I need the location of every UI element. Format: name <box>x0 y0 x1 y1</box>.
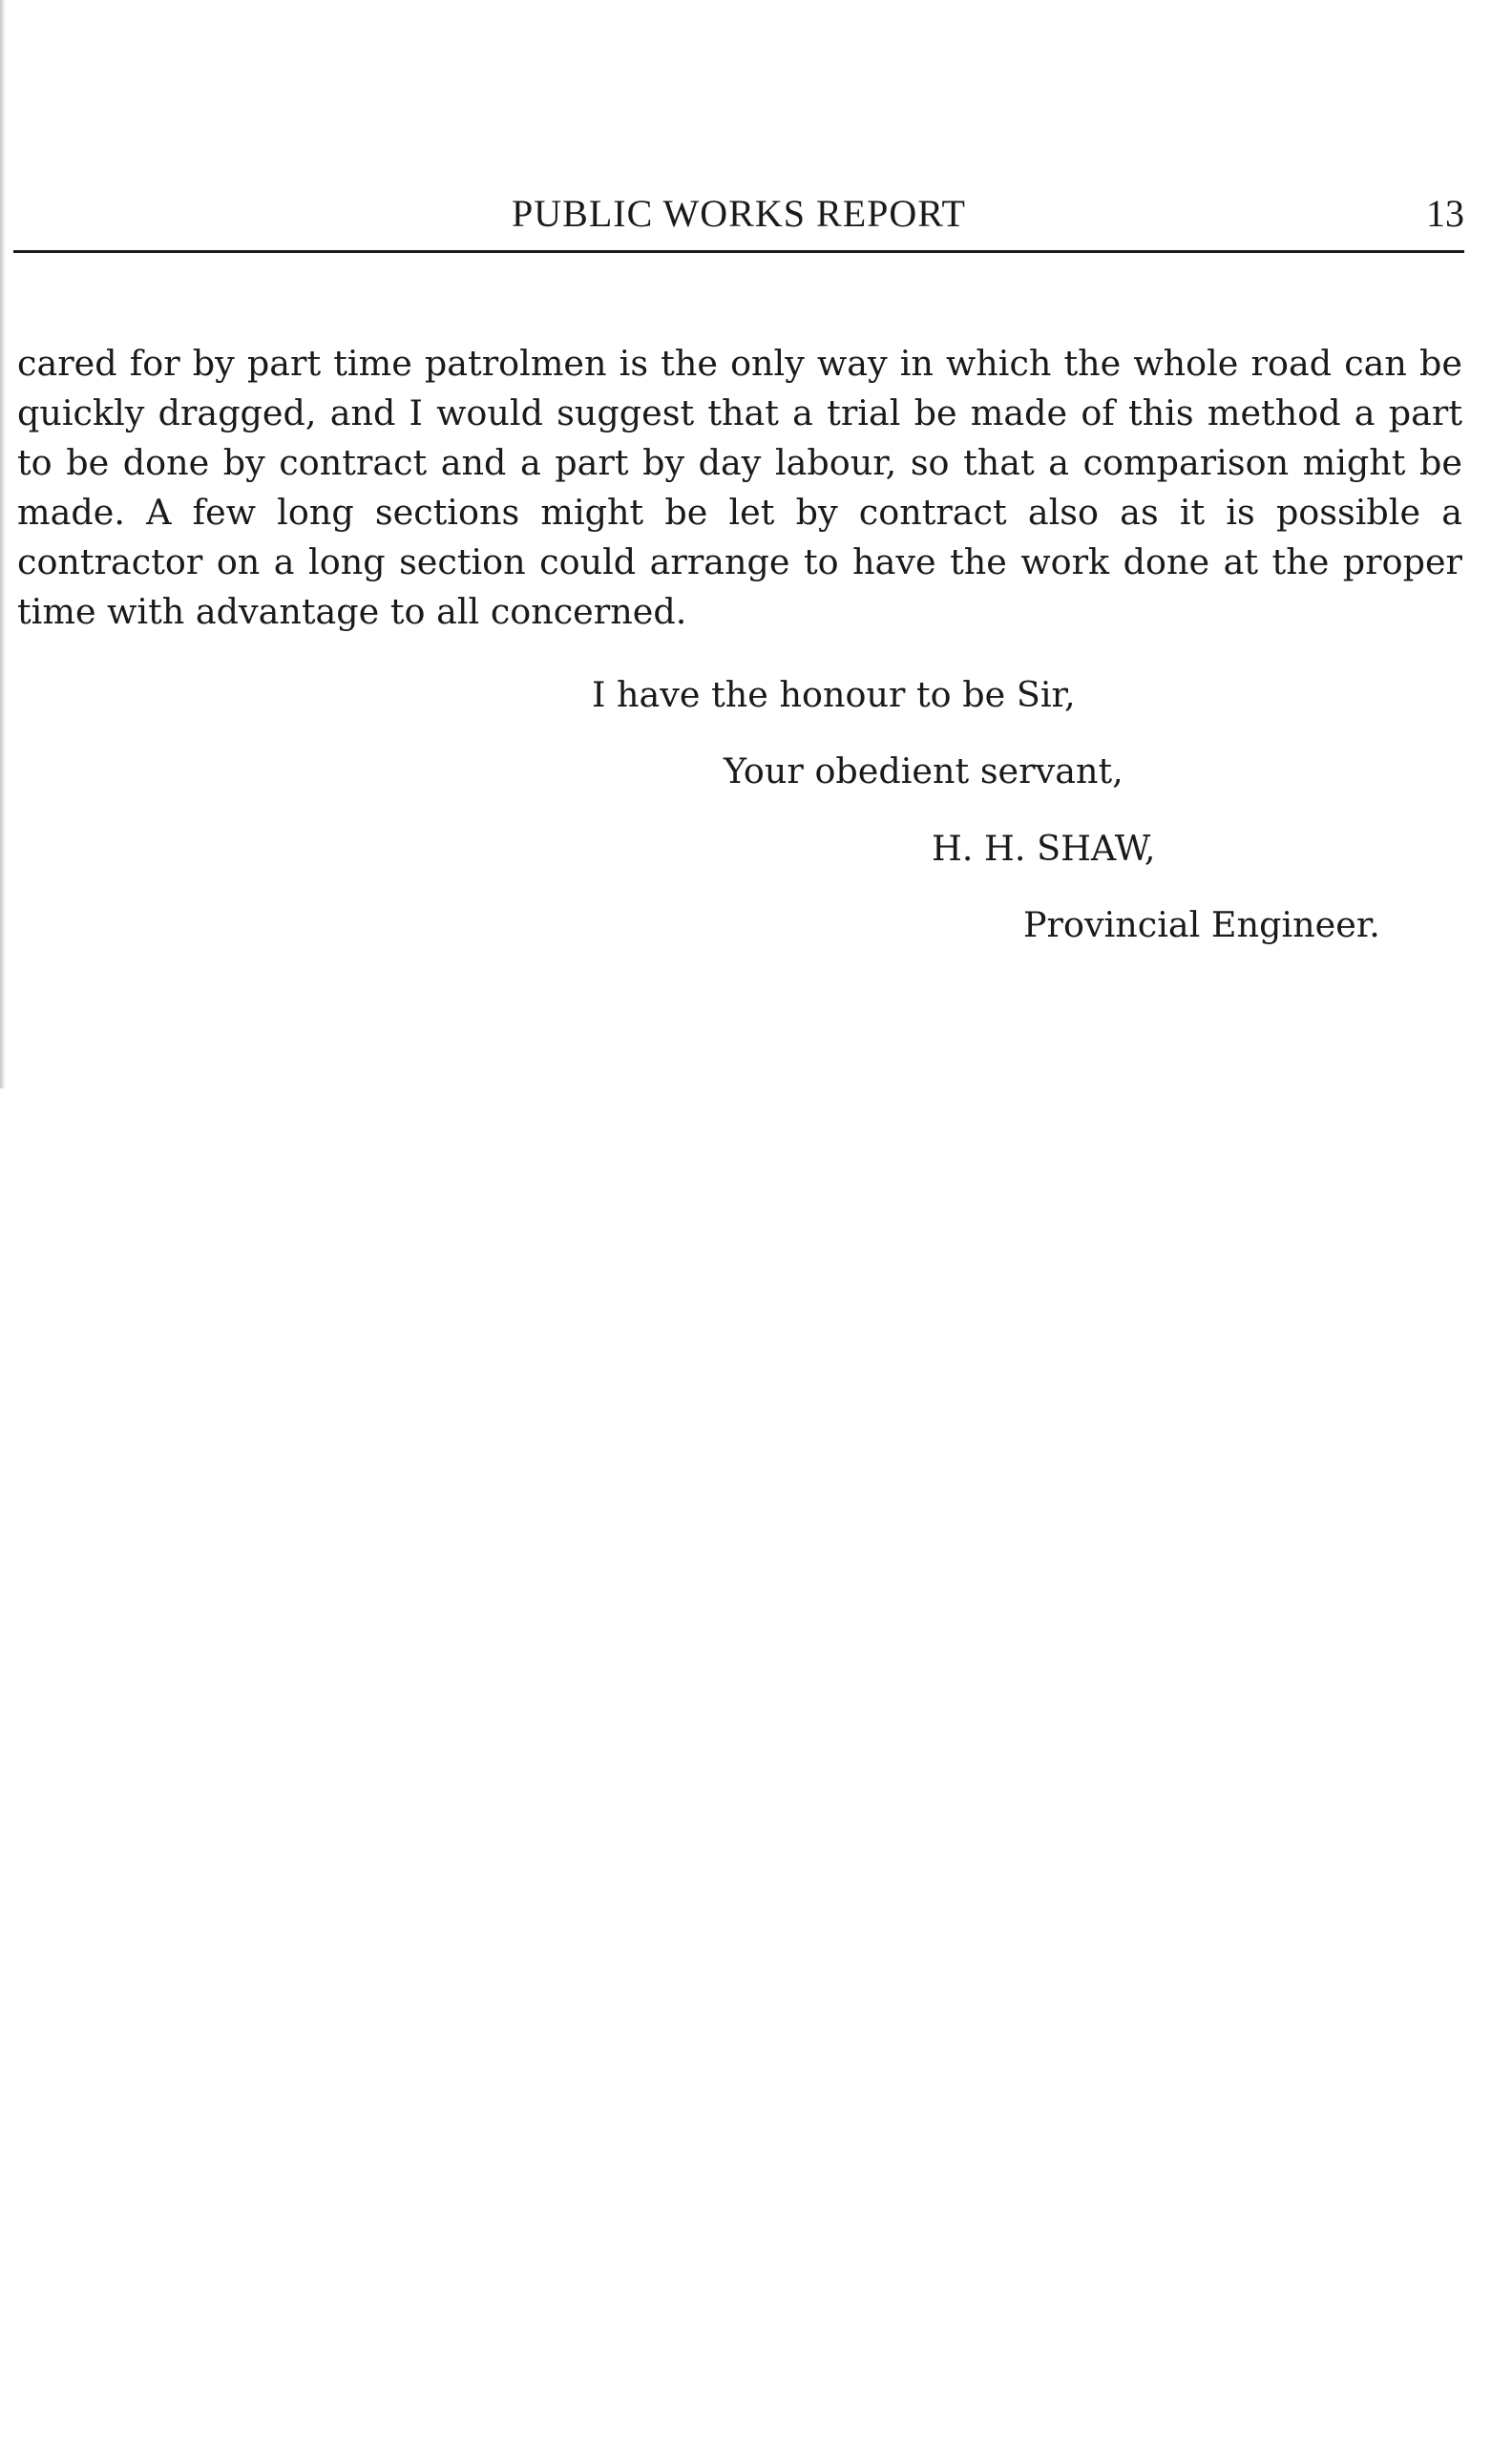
signatory-title: Provincial Engineer. <box>1023 904 1380 945</box>
running-title: PUBLIC WORKS REPORT <box>512 192 966 235</box>
closing-valediction: Your obedient servant, <box>724 750 1124 791</box>
signatory-name: H. H. SHAW, <box>932 828 1156 869</box>
body-paragraph: cared for by part time patrolmen is the only way in which the whole road can be quickly dragged, and I would suggest that a trial be made of this method a part to be done by contract and a part by day labour, so that a comparison might be made. A few long sections might be let by contract also as it is possible a contractor on a long section could arrange to have the work done at the proper time with advantage to all concerned. <box>17 343 1462 632</box>
closing-salutation: I have the honour to be Sir, <box>592 674 1076 715</box>
header-rule <box>13 250 1464 253</box>
binding-edge <box>0 0 6 1088</box>
page-number: 13 <box>1426 192 1464 235</box>
page-header <box>13 181 1464 248</box>
